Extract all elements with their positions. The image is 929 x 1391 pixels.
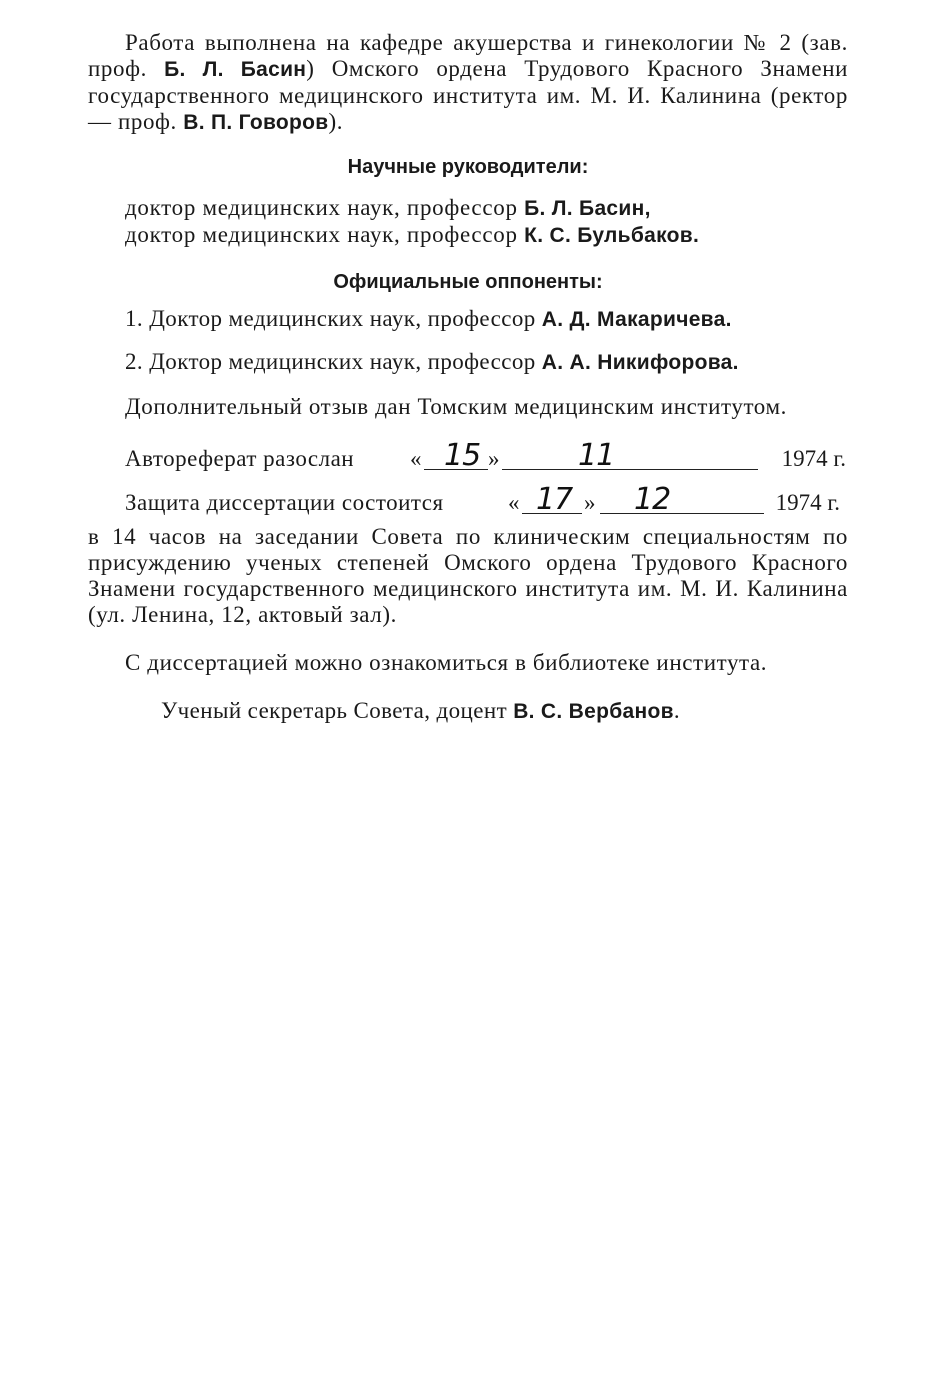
open-quote: « xyxy=(410,446,422,471)
secretary-signature-line xyxy=(88,698,848,724)
supervisors-list xyxy=(88,195,848,249)
intro-text-3: ). xyxy=(328,109,344,134)
rector-name: В. П. Говоров xyxy=(183,111,329,134)
secretary-name: В. С. Вербанов xyxy=(513,700,674,723)
opponent-title: 2. Доктор медицинских наук, профессор xyxy=(125,349,542,374)
document-page xyxy=(88,30,848,747)
open-quote: « xyxy=(508,490,520,515)
supervisor-name: Б. Л. Басин, xyxy=(524,197,651,220)
intro-text-2: ) Омского ордена Трудового Красного Знамени государственного медицинского института им. М. И. Калинина (ректор — проф. xyxy=(88,56,849,134)
opponent-item xyxy=(88,306,848,333)
opponent-item xyxy=(88,349,848,376)
defense-month-handwritten: 12 xyxy=(634,482,671,517)
defense-date-line xyxy=(88,480,848,520)
defense-year: 1974 г. xyxy=(775,490,840,515)
mailing-day-handwritten: 15 xyxy=(444,438,481,473)
secretary-suffix: . xyxy=(673,698,680,723)
close-quote: » xyxy=(584,490,596,515)
close-quote: » xyxy=(488,446,500,471)
opponent-title: 1. Доктор медицинских наук, профессор xyxy=(125,306,542,331)
supervisor-item xyxy=(125,195,848,222)
intro-paragraph xyxy=(88,30,848,136)
supervisor-item xyxy=(125,222,848,249)
supervisors-heading: Научные руководители: xyxy=(347,156,589,178)
defense-label: Защита диссертации состоится xyxy=(125,490,444,515)
supervisor-name: К. С. Бульбаков. xyxy=(524,224,700,247)
mailing-year: 1974 г. xyxy=(781,446,846,471)
extra-review-paragraph: Дополнительный отзыв дан Томским медицинским институтом. xyxy=(125,394,787,419)
supervisor-title: доктор медицинских наук, профессор xyxy=(125,222,525,247)
defense-day-handwritten: 17 xyxy=(536,482,573,517)
opponents-heading: Официальные оппоненты: xyxy=(333,271,603,293)
defense-month-blank xyxy=(600,485,764,514)
department-head-name: Б. Л. Басин xyxy=(164,58,307,81)
mailing-label: Автореферат разослан xyxy=(125,446,355,471)
mailing-month-handwritten: 11 xyxy=(578,438,615,473)
mailing-month-blank xyxy=(502,441,758,470)
secretary-title: Ученый секретарь Совета, доцент xyxy=(161,698,514,723)
mailing-date-line xyxy=(88,436,848,476)
supervisor-title: доктор медицинских наук, профессор xyxy=(125,195,525,220)
session-paragraph: в 14 часов на заседании Совета по клиническим специальностям по присуждению ученых степеней Омского ордена Трудового Красного Знамени государственного медицинского института им. М. И. Калинина (ул. Ленина, 12, актовый зал). xyxy=(88,524,848,627)
library-paragraph: С диссертацией можно ознакомиться в библиотеке института. xyxy=(125,650,768,675)
intro-text-1: Работа выполнена на кафедре акушерства и гинекологии № 2 (зав. проф. xyxy=(88,30,848,81)
opponent-name: А. А. Никифорова. xyxy=(541,351,739,374)
opponent-name: А. Д. Макаричева. xyxy=(541,308,732,331)
